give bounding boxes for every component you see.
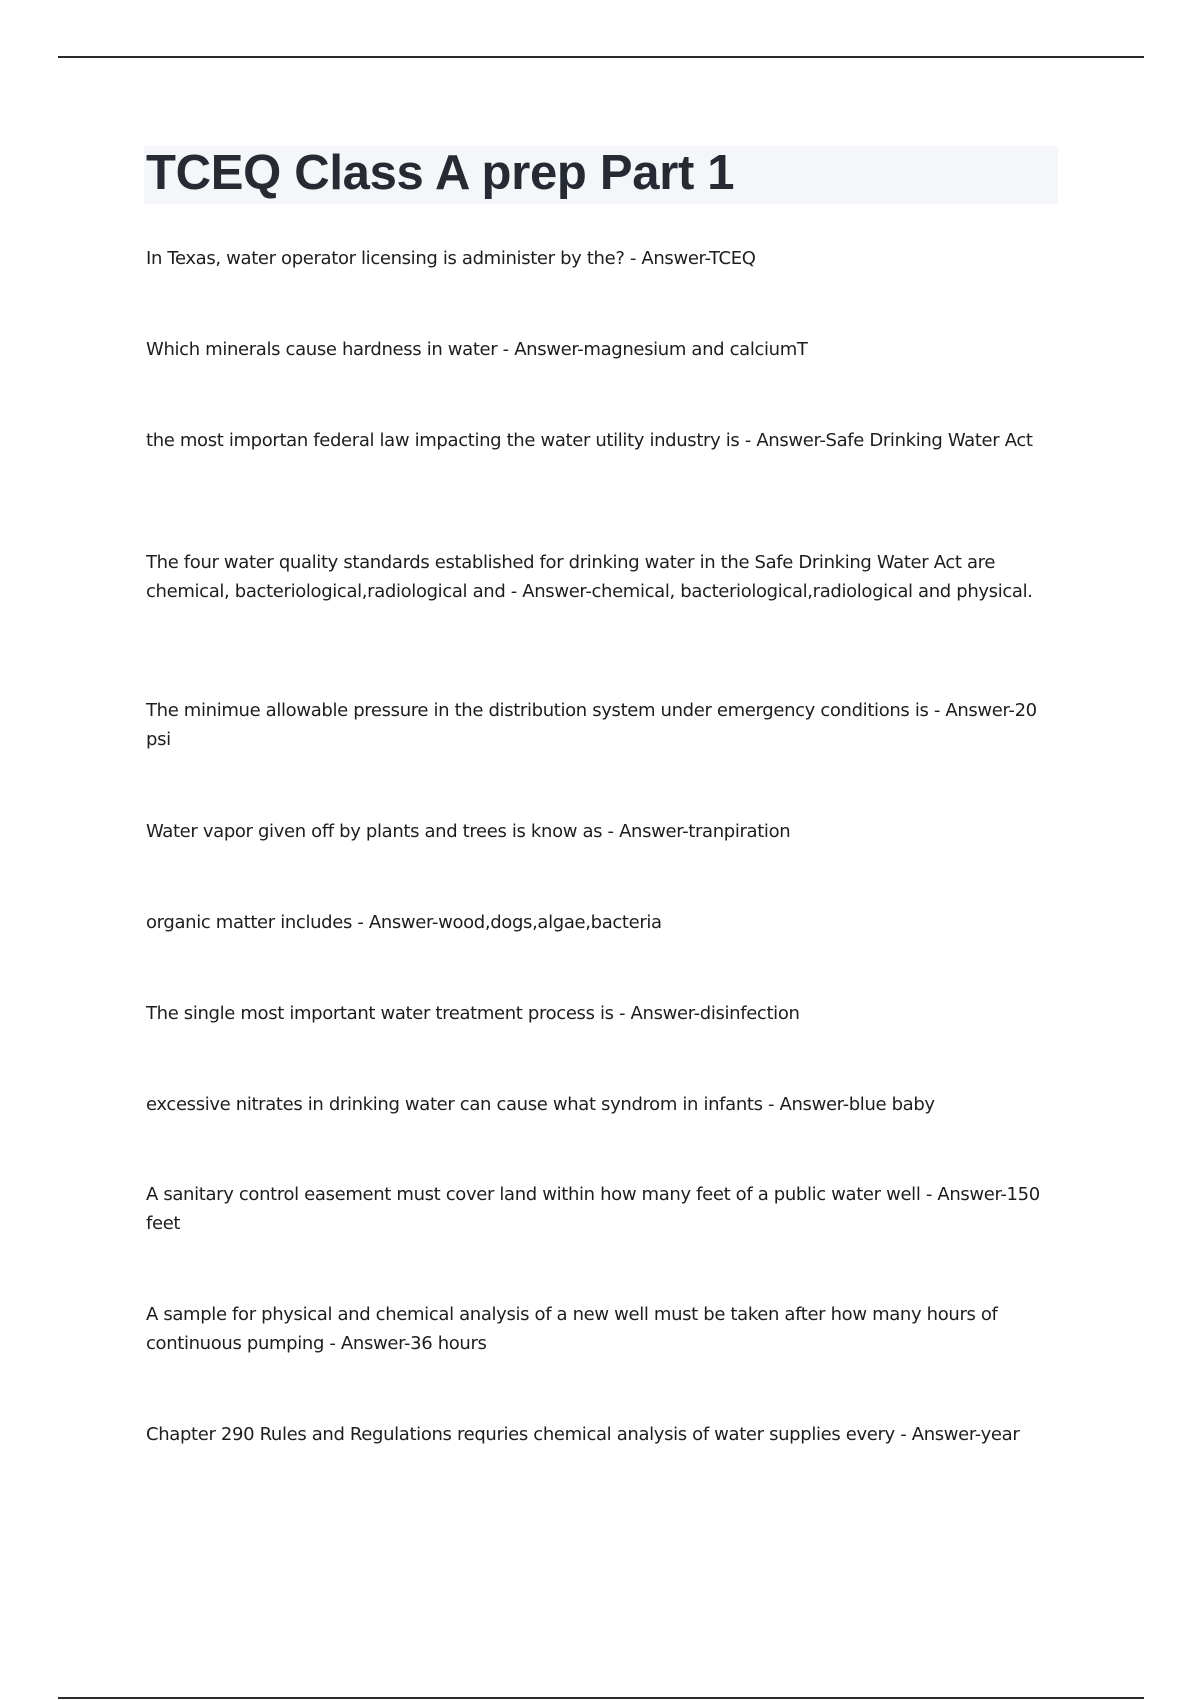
- document-title: TCEQ Class A prep Part 1: [146, 146, 735, 200]
- qa-item-11: A sample for physical and chemical analysis of a new well must be taken after how many hours of continuous pumping - Answer-36 hours: [146, 1304, 998, 1354]
- qa-item-6: Water vapor given off by plants and trees is know as - Answer-tranpiration: [146, 821, 791, 842]
- qa-item-8: The single most important water treatment process is - Answer-disinfection: [146, 1003, 800, 1024]
- qa-item-1: In Texas, water operator licensing is administer by the? - Answer-TCEQ: [146, 248, 756, 269]
- qa-item-12: Chapter 290 Rules and Regulations requries chemical analysis of water supplies every - Answer-year: [146, 1424, 1020, 1445]
- qa-item-7: organic matter includes - Answer-wood,dogs,algae,bacteria: [146, 912, 662, 933]
- qa-item-2: Which minerals cause hardness in water - Answer-magnesium and calciumT: [146, 339, 808, 360]
- qa-item-4: The four water quality standards established for drinking water in the Safe Drinking Water Act are chemical, bacteriological,radiological and - Answer-chemical, bacteriological,radiological and physical.: [146, 552, 1033, 602]
- qa-item-10: A sanitary control easement must cover land within how many feet of a public water well - Answer-150 feet: [146, 1184, 1040, 1234]
- qa-item-9: excessive nitrates in drinking water can cause what syndrom in infants - Answer-blue baby: [146, 1094, 935, 1115]
- qa-item-5: The minimue allowable pressure in the distribution system under emergency conditions is - Answer-20 psi: [146, 700, 1037, 750]
- footer-rule: [58, 1697, 1144, 1699]
- header-rule: [58, 56, 1144, 58]
- qa-item-3: the most importan federal law impacting the water utility industry is - Answer-Safe Drinking Water Act: [146, 430, 1033, 451]
